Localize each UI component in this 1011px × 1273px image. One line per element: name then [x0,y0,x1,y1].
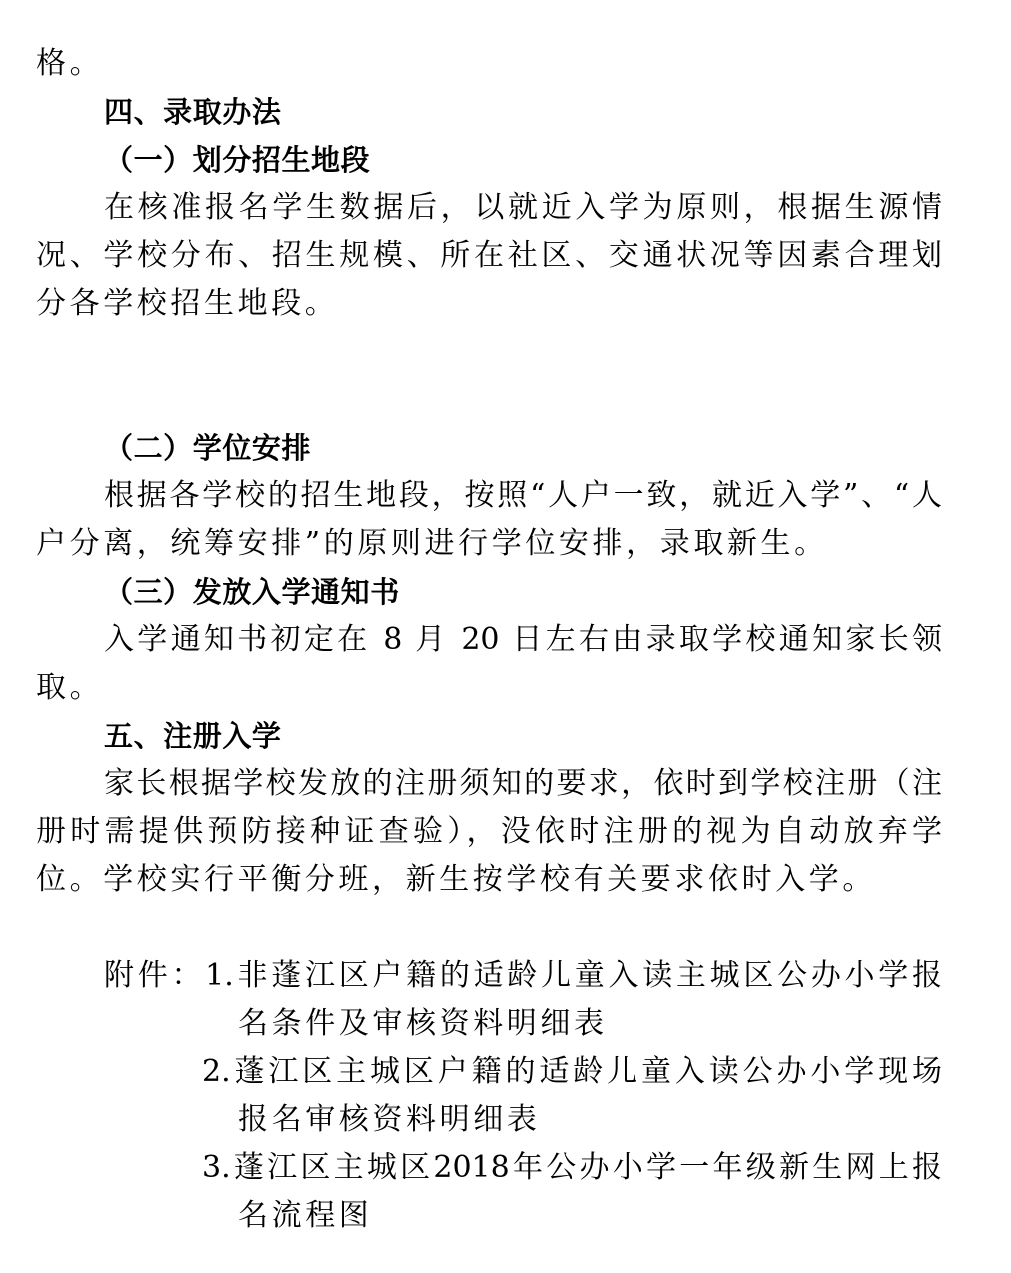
attachment-item-1: 附件：1.非蓬江区户籍的适龄儿童入读主城区公办小学报 [104,958,942,993]
paragraph-line: 入学通知书初定在 8 月 20 日左右由录取学校通知家长领 [104,622,942,657]
attachment-item-1-continued: 名条件及审核资料明细表 [238,1006,608,1041]
section-heading-admission-method: 四、录取办法 [104,95,282,129]
attachment-item-2-continued: 报名审核资料明细表 [238,1102,541,1137]
subheading-seat-arrangement: （二）学位安排 [104,431,312,465]
paragraph-line: 取。 [36,670,104,705]
attachment-item-3: 3.蓬江区主城区2018年公办小学一年级新生网上报 [202,1150,942,1185]
attachment-item-2: 2.蓬江区主城区户籍的适龄儿童入读公办小学现场 [202,1054,942,1089]
paragraph-line: 分各学校招生地段。 [36,286,339,321]
paragraph-line: 户分离，统筹安排”的原则进行学位安排，录取新生。 [36,526,828,561]
subheading-admission-notice: （三）发放入学通知书 [104,575,400,609]
paragraph-line: 根据各学校的招生地段，按照“人户一致，就近入学”、“人 [104,478,942,513]
paragraph-line: 家长根据学校发放的注册须知的要求，依时到学校注册（注 [104,766,942,801]
attachment-item-3-continued: 名流程图 [238,1198,373,1233]
subheading-enrollment-zones: （一）划分招生地段 [104,143,371,177]
section-heading-registration: 五、注册入学 [104,719,282,753]
paragraph-line: 在核准报名学生数据后，以就近入学为原则，根据生源情 [104,190,942,225]
paragraph-line: 况、学校分布、招生规模、所在社区、交通状况等因素合理划 [36,238,942,273]
paragraph-line-continuation: 格。 [36,46,104,81]
paragraph-line: 册时需提供预防接种证查验），没依时注册的视为自动放弃学 [36,814,942,849]
paragraph-line: 位。学校实行平衡分班，新生按学校有关要求依时入学。 [36,862,876,897]
